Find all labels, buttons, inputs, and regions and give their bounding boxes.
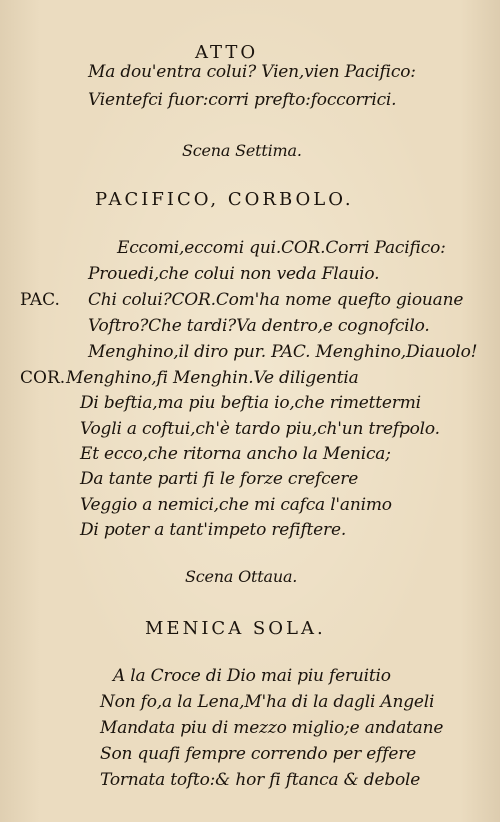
verse-line: Eccomi,eccomi qui.COR.Corri Pacifico: xyxy=(117,238,446,258)
verse-line: Prouedi,che colui non veda Flauio. xyxy=(88,264,380,284)
verse-line: Non fo,a la Lena,M'ha di la dagli Angeli xyxy=(100,692,435,712)
verse-line: Tornata tofto:& hor fi ftanca & debole xyxy=(100,770,421,790)
verse-line: Vogli a coftui,ch'è tardo piu,ch'un trefpolo. xyxy=(80,419,440,439)
speaker-label: COR. xyxy=(20,368,66,388)
verse-line: Mandata piu di mezzo miglio;e andatane xyxy=(100,718,444,738)
verse-line: Menghino,il diro pur. PAC. Menghino,Diauolo! xyxy=(88,342,478,362)
verse-line: Voftro?Che tardi?Va dentro,e cognofcilo. xyxy=(88,316,430,336)
verse-line: Chi colui?COR.Com'ha nome quefto giouane xyxy=(88,290,464,310)
speaker-label: PAC. xyxy=(20,290,60,310)
verse-line: A la Croce di Dio mai piu feruitio xyxy=(113,666,391,686)
verse-line: Son quafi fempre correndo per effere xyxy=(100,744,416,764)
verse-line: Menghino,fi Menghin.Ve diligentia xyxy=(66,368,359,388)
verse-line: Ma dou'entra colui? Vien,vien Pacifico: xyxy=(88,62,416,82)
character-heading: MENICA SOLA. xyxy=(145,618,326,639)
verse-line: Vientefci fuor:corri prefto:foccorrici. xyxy=(88,90,397,110)
verse-line: Et ecco,che ritorna ancho la Menica; xyxy=(80,444,391,464)
scene-heading: Scena Settima. xyxy=(182,141,302,160)
running-head: ATTO xyxy=(195,42,259,63)
verse-line: Veggio a nemici,che mi cafca l'animo xyxy=(80,495,392,515)
verse-line: Da tante parti fi le forze crefcere xyxy=(80,469,359,489)
verse-line: Di poter a tant'impeto refiftere. xyxy=(80,520,347,540)
scene-heading: Scena Ottaua. xyxy=(185,567,298,586)
character-heading: PACIFICO, CORBOLO. xyxy=(95,189,354,210)
verse-line: Di beftia,ma piu beftia io,che rimettermi xyxy=(80,393,421,413)
